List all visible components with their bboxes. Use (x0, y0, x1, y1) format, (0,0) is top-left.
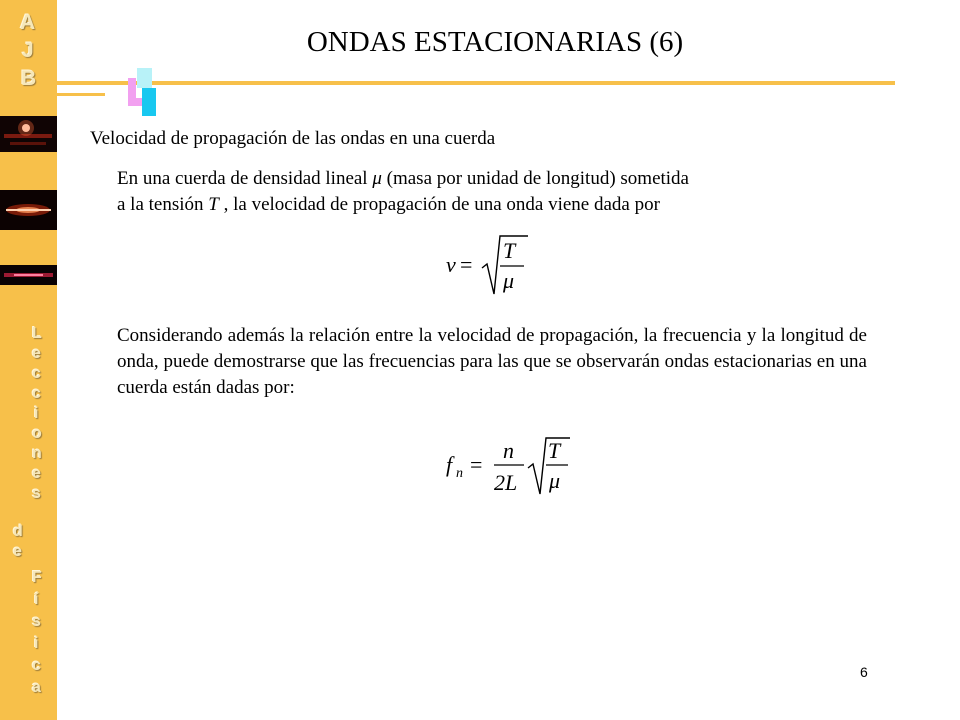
thumbnail-image-2 (0, 190, 57, 230)
text: a la tensión (117, 194, 209, 215)
sidebar-letter: s (32, 613, 41, 630)
section-subtitle: Velocidad de propagación de las ondas en una cuerda (90, 128, 496, 149)
eq-denominator: μ (503, 268, 515, 293)
decorative-logo-icon (120, 66, 164, 120)
sidebar-letter: í (34, 591, 39, 608)
sidebar-letter: n (32, 445, 42, 462)
sidebar-letter: e (32, 345, 41, 362)
sidebar-letter: e (32, 465, 41, 482)
paragraph-intro (117, 166, 847, 218)
sidebar-letter: c (32, 365, 41, 382)
page-number: 6 (860, 664, 868, 680)
thumbnail-image-1 (0, 116, 57, 152)
text: (masa por unidad de longitud) sometida (381, 168, 689, 189)
eq-lhs: f (446, 452, 453, 477)
text: , la velocidad de propagación de una onda viene dada por (218, 194, 660, 215)
sidebar-letter: B (21, 67, 37, 90)
header-divider (57, 81, 895, 85)
eq-sign: = (470, 452, 483, 477)
eq-sign: = (460, 252, 473, 277)
equation-velocity (440, 228, 530, 300)
eq-denominator: 2L (494, 470, 518, 495)
sidebar-letter: a (32, 679, 41, 696)
eq-subscript: n (456, 466, 463, 481)
sidebar-letter: L (32, 325, 42, 342)
sidebar (0, 0, 57, 720)
page-title: ONDAS ESTACIONARIAS (6) (306, 26, 684, 58)
eq-numerator: n (503, 438, 514, 463)
paragraph-frequencies: Considerando además la relación entre la velocidad de propagación, la frecuencia y la longitud de onda, puede demostrarse que las frecuencias para las que se observarán ondas estacionarias en una cuerda están dadas por: (117, 325, 867, 398)
sidebar-letter: o (32, 425, 42, 442)
sidebar-letter: d (13, 523, 23, 540)
sidebar-letter: F (32, 569, 42, 586)
sidebar-letter: c (32, 657, 41, 674)
eq-lhs: v (446, 252, 456, 277)
text: En una cuerda de densidad lineal (117, 168, 373, 189)
eq-numerator: T (503, 238, 516, 263)
header-divider-short (57, 93, 105, 96)
sidebar-letter: c (32, 385, 41, 402)
eq-numerator: T (548, 438, 561, 463)
mu-symbol: μ (372, 168, 382, 189)
sidebar-letter: i (34, 405, 39, 422)
sidebar-letter: A (20, 11, 36, 34)
equation-frequency (442, 432, 582, 498)
sidebar-letter: s (32, 485, 41, 502)
sidebar-letter: e (13, 543, 22, 560)
sidebar-letter: i (34, 635, 39, 652)
eq-denominator: μ (549, 468, 561, 493)
sidebar-letter: J (22, 39, 34, 62)
thumbnail-image-3 (0, 265, 57, 285)
tension-symbol: T (208, 194, 219, 215)
